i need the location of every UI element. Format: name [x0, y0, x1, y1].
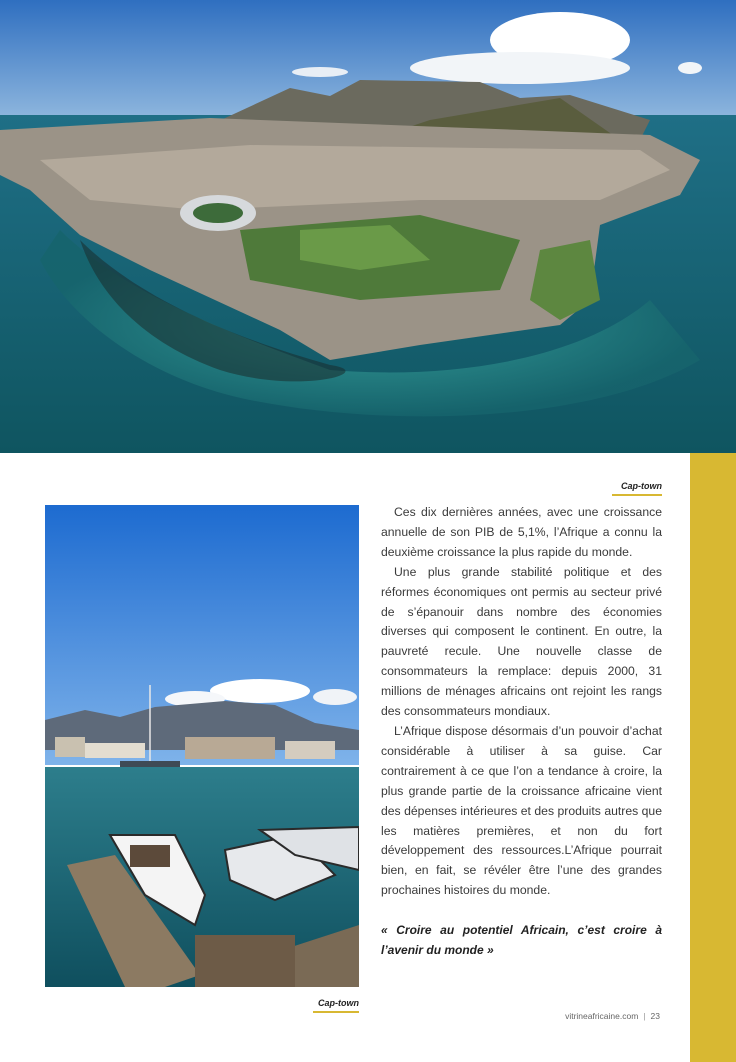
article-paragraph: Une plus grande stabilité politique et des réformes économiques ont permis au secteur privé de s’épanouir dans nombre des économies diverses qui composent le continent. En outre, la pauvreté recule. Une nouvelle classe de consommateurs la remplace: depuis 2000, 31 millions de ménages africains ont rejoint les rangs des consommateurs mondiaux.	[381, 564, 662, 719]
article-body	[381, 503, 662, 901]
harbour-photo	[45, 505, 359, 987]
aerial-city-photo-icon	[0, 0, 736, 453]
footer-site: vitrineafricaine.com	[565, 1011, 639, 1021]
caption-bottom-text: Cap-town	[318, 998, 359, 1008]
page-number: 23	[650, 1011, 660, 1021]
harbour-photo-icon	[45, 505, 359, 987]
article-paragraph: Ces dix dernières années, avec une croissance annuelle de son PIB de 5,1%, l’Afrique a connu la deuxième croissance la plus rapide du monde.	[381, 505, 662, 559]
footer-separator: |	[643, 1011, 646, 1021]
caption-top-rule	[612, 494, 662, 496]
caption-top-text: Cap-town	[621, 481, 662, 491]
page-footer	[540, 1011, 660, 1021]
caption-bottom-rule	[313, 1011, 359, 1013]
caption-top	[612, 481, 662, 496]
caption-bottom	[313, 998, 359, 1013]
article-paragraph: L’Afrique dispose désormais d’un pouvoir d’achat considérable à utiliser à sa guise. Car contrairement à ce que l’on a tendance à croire, la plus grande partie de la croissance africaine vient des dépenses intérieures et des produits autres que les matières premières, et non du fort développement des ressources.L’Afrique pourrait bien, en fait, se révéler être l’une des grandes prochaines histoires du monde.	[381, 723, 662, 898]
hero-aerial-photo	[0, 0, 736, 453]
gold-side-bar	[690, 453, 736, 1062]
pull-quote: « Croire au potentiel Africain, c’est croire à l’avenir du monde »	[381, 923, 662, 957]
